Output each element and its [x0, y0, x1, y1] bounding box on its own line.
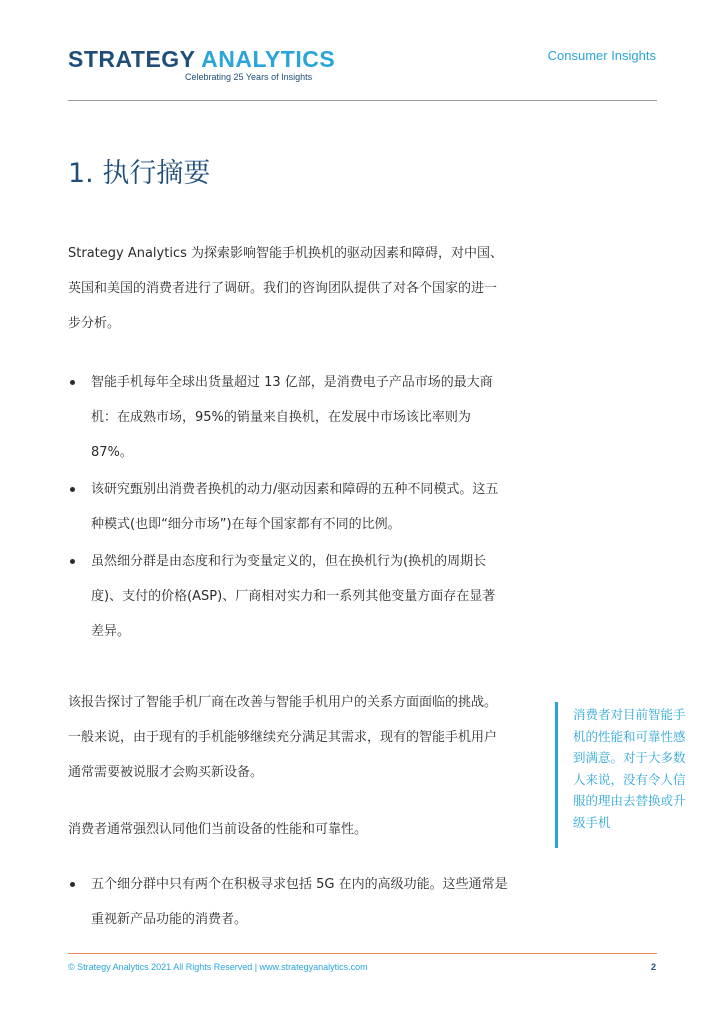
challenges-paragraph: 该报告探讨了智能手机厂商在改善与智能手机用户的关系方面面临的挑战。一般来说，由于现有的手机能够继续充分满足其需求，现有的智能手机用户通常需要被说服才会购买新设备。: [68, 695, 498, 780]
segments-list: [68, 867, 508, 939]
bullet-icon: [70, 559, 75, 564]
callout-quote: 消费者对目前智能手机的性能和可靠性感到满意。对于大多数人来说，没有令人信服的理由去替换或升级手机: [573, 707, 686, 830]
list-item-text: 虽然细分群是由态度和行为变量定义的，但在换机行为(换机的周期长度)、支付的价格(ASP)、厂商相对实力和一系列其他变量方面存在显著差异。: [91, 554, 496, 639]
company-logo: [68, 44, 335, 74]
satisfaction-paragraph: 消费者通常强烈认同他们当前设备的性能和可靠性。: [68, 822, 368, 837]
footer-copyright: © Strategy Analytics 2021 All Rights Reserved | www.strategyanalytics.com: [68, 962, 368, 972]
bullet-icon: [70, 487, 75, 492]
list-item: [68, 472, 508, 542]
logo-tagline: Celebrating 25 Years of Insights: [185, 72, 313, 82]
logo-word-strategy: STRATEGY: [68, 46, 196, 72]
header-divider: [68, 100, 657, 101]
logo-word-analytics: ANALYTICS: [201, 46, 336, 72]
list-item-text: 五个细分群中只有两个在积极寻求包括 5G 在内的高级功能。这些通常是重视新产品功能的消费者。: [91, 877, 508, 927]
key-findings-list: [68, 365, 508, 651]
list-item: [68, 365, 508, 470]
page-title: 1. 执行摘要: [68, 158, 211, 189]
bullet-icon: [70, 882, 75, 887]
list-item-text: 该研究甄别出消费者换机的动力/驱动因素和障碍的五种不同模式。这五种模式(也即“细分市场”)在每个国家都有不同的比例。: [91, 482, 499, 532]
list-item-text: 智能手机每年全球出货量超过 13 亿部，是消费电子产品市场的最大商机：在成熟市场，95%的销量来自换机，在发展中市场该比率则为 87%。: [91, 375, 493, 460]
bullet-icon: [70, 380, 75, 385]
list-item: [68, 867, 508, 937]
section-label: Consumer Insights: [547, 48, 656, 63]
callout-accent-bar: [555, 702, 558, 848]
list-item: [68, 544, 508, 649]
intro-paragraph: Strategy Analytics 为探索影响智能手机换机的驱动因素和障碍，对中国、英国和美国的消费者进行了调研。我们的咨询团队提供了对各个国家的进一步分析。: [68, 246, 503, 331]
page-number: 2: [650, 962, 656, 972]
footer-divider: [68, 953, 657, 954]
